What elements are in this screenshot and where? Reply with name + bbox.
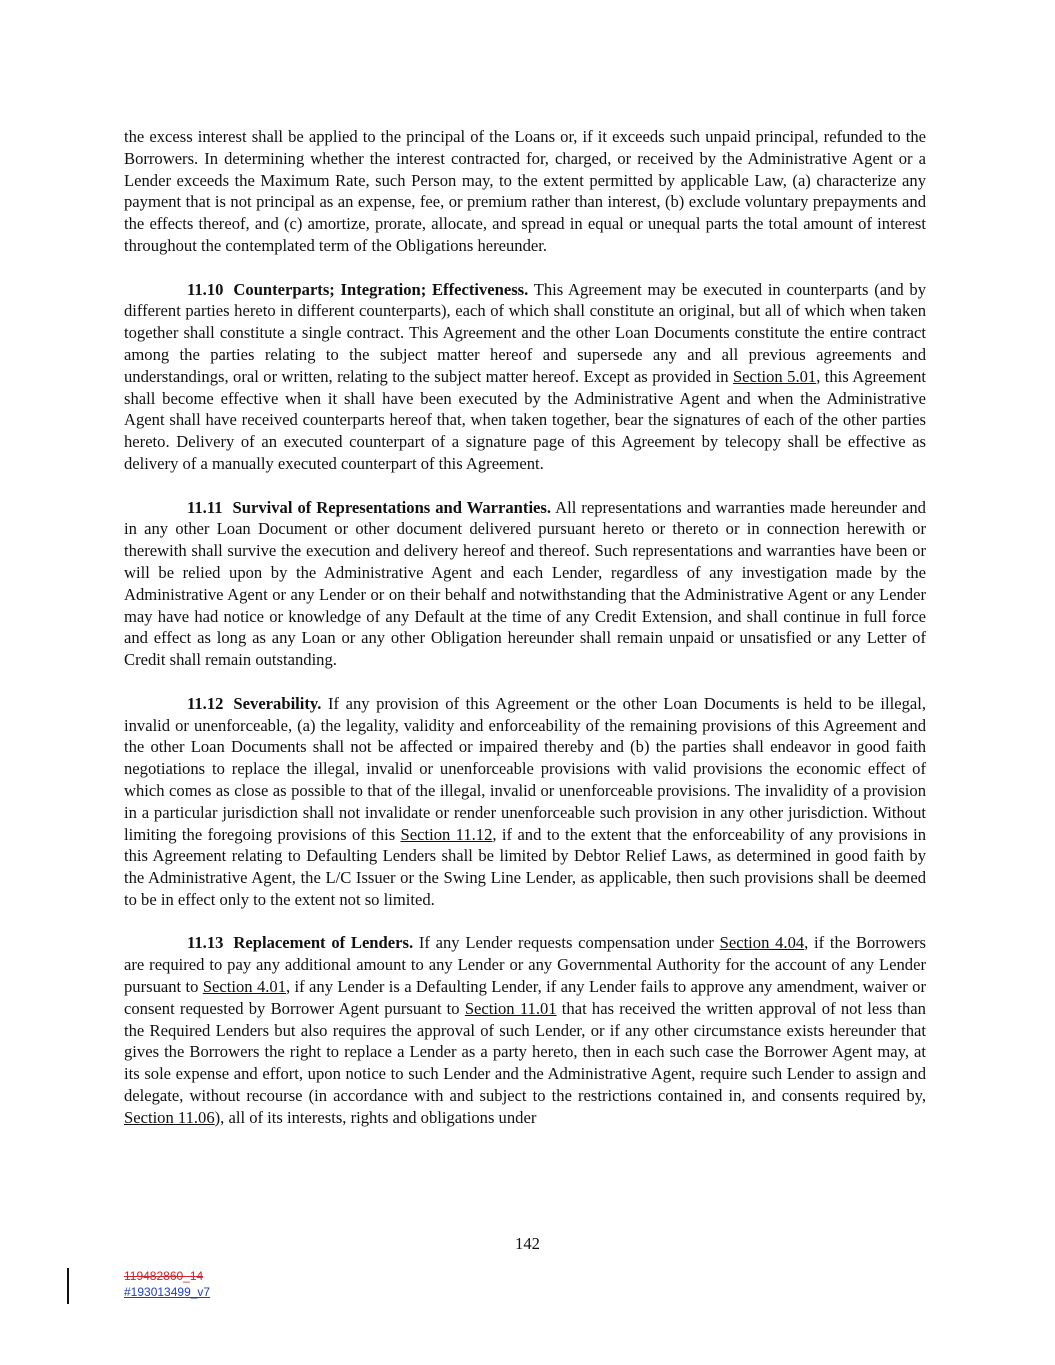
document-body xyxy=(124,126,926,1150)
section-cross-reference: Section 11.06 xyxy=(124,1107,215,1127)
section-title: Severability. xyxy=(233,693,322,713)
section-number: 11.13 xyxy=(187,933,224,953)
section-11-11 xyxy=(124,497,926,671)
section-11-12 xyxy=(124,693,926,911)
section-number: 11.11 xyxy=(187,497,223,517)
section-text: , this Agreement shall become effective when it shall have been executed by the Administrative Agent and when the Administrative Agent shall have received counterparts hereof that, when taken together, bear the signatures of each of the other parties hereto. Delivery of an executed counterpart of a signature page of this Agreement by telecopy shall be effective as delivery of a manually executed counterpart of this Agreement. xyxy=(124,366,926,473)
section-11-13 xyxy=(124,932,926,1128)
section-number: 11.12 xyxy=(187,693,224,713)
section-text: , if any Lender is a Defaulting Lender, if any Lender fails to approve any amendment, waiver or consent requested by Borrower Agent pursuant to xyxy=(124,977,926,1018)
page-number: 142 xyxy=(515,1234,540,1253)
section-text: If any Lender requests compensation under xyxy=(413,933,720,953)
section-text: , if the Borrowers are required to pay any additional amount to any Lender or any Governmental Authority for the account of any Lender pursuant to xyxy=(124,933,926,997)
deleted-document-id: 119482860_14 xyxy=(124,1269,204,1283)
revision-change-bar xyxy=(67,1268,69,1304)
section-title: Replacement of Lenders. xyxy=(233,933,414,953)
section-title: Counterparts; Integration; Effectiveness. xyxy=(233,279,529,299)
section-cross-reference: Section 11.01 xyxy=(464,998,557,1018)
section-text: that has received the written approval of not less than the Required Lenders but also requires the approval of such Lender, or if any other circumstance exists hereunder that gives the Borrowers the right to replace a Lender as a party hereto, then in each such case the Borrower Agent may, at its sole expense and effort, upon notice to such Lender and the Administrative Agent, require such Lender to assign and delegate, without recourse (in accordance with and subject to the restrictions contained in, and consents required by, xyxy=(124,998,926,1106)
section-cross-reference: Section 4.01 xyxy=(202,977,287,997)
section-text: If any provision of this Agreement or the other Loan Documents is held to be illegal, invalid or unenforceable, (a) the legality, validity and enforceability of the remaining provisions of this Agreement and the other Loan Documents shall not be affected or impaired thereby and (b) the parties shall endeavor in good faith negotiations to replace the illegal, invalid or unenforceable provisions with valid provisions the economic effect of which comes as close as possible to that of the illegal, invalid or unenforceable provisions. The invalidity of a provision in a particular jurisdiction shall not invalidate or render unenforceable such provision in any other jurisdiction. Without limiting the foregoing provisions of this xyxy=(124,693,926,844)
section-text: , if and to the extent that the enforceability of any provisions in this Agreement relating to Defaulting Lenders shall be limited by Debtor Relief Laws, as determined in good faith by the Administrative Agent, the L/C Issuer or the Swing Line Lender, as applicable, then such provisions shall be deemed to be in effect only to the extent not so limited. xyxy=(124,824,926,909)
section-title: Survival of Representations and Warranties. xyxy=(232,497,552,517)
section-text: This Agreement may be executed in counterparts (and by different parties hereto in different counterparts), each of which shall constitute an original, but all of which when taken together shall constitute a single contract. This Agreement and the other Loan Documents constitute the entire contract among the parties relating to the subject matter hereof and supersede any and all previous agreements and understandings, oral or written, relating to the subject matter hereof. Except as provided in xyxy=(124,279,926,386)
section-cross-reference: Section 5.01 xyxy=(732,366,817,386)
section-number: 11.10 xyxy=(187,279,224,299)
document-id-block xyxy=(124,1268,210,1300)
section-cross-reference: Section 4.04 xyxy=(719,933,805,953)
inserted-document-id: #193013499_v7 xyxy=(124,1285,211,1299)
section-text: ), all of its interests, rights and obligations under xyxy=(214,1107,537,1127)
section-cross-reference: Section 11.12 xyxy=(400,824,493,844)
paragraph-continuation xyxy=(124,126,926,257)
section-text: All representations and warranties made hereunder and in any other Loan Document or other document delivered pursuant hereto or thereto or in connection herewith or therewith shall survive the execution and delivery hereof and thereof. Such representations and warranties have been or will be relied upon by the Administrative Agent and each Lender, regardless of any investigation made by the Administrative Agent or any Lender or on their behalf and notwithstanding that the Administrative Agent or any Lender may have had notice or knowledge of any Default at the time of any Credit Extension, and shall continue in full force and effect as long as any Loan or any other Obligation hereunder shall remain unpaid or unsatisfied or any Letter of Credit shall remain outstanding. xyxy=(124,497,926,670)
section-11-10 xyxy=(124,279,926,475)
paragraph-text: the excess interest shall be applied to the principal of the Loans or, if it exceeds such unpaid principal, refunded to the Borrowers. In determining whether the interest contracted for, charged, or received by the Administrative Agent or a Lender exceeds the Maximum Rate, such Person may, to the extent permitted by applicable Law, (a) characterize any payment that is not principal as an expense, fee, or premium rather than interest, (b) exclude voluntary prepayments and the effects thereof, and (c) amortize, prorate, allocate, and spread in equal or unequal parts the total amount of interest throughout the contemplated term of the Obligations hereunder. xyxy=(124,127,926,255)
